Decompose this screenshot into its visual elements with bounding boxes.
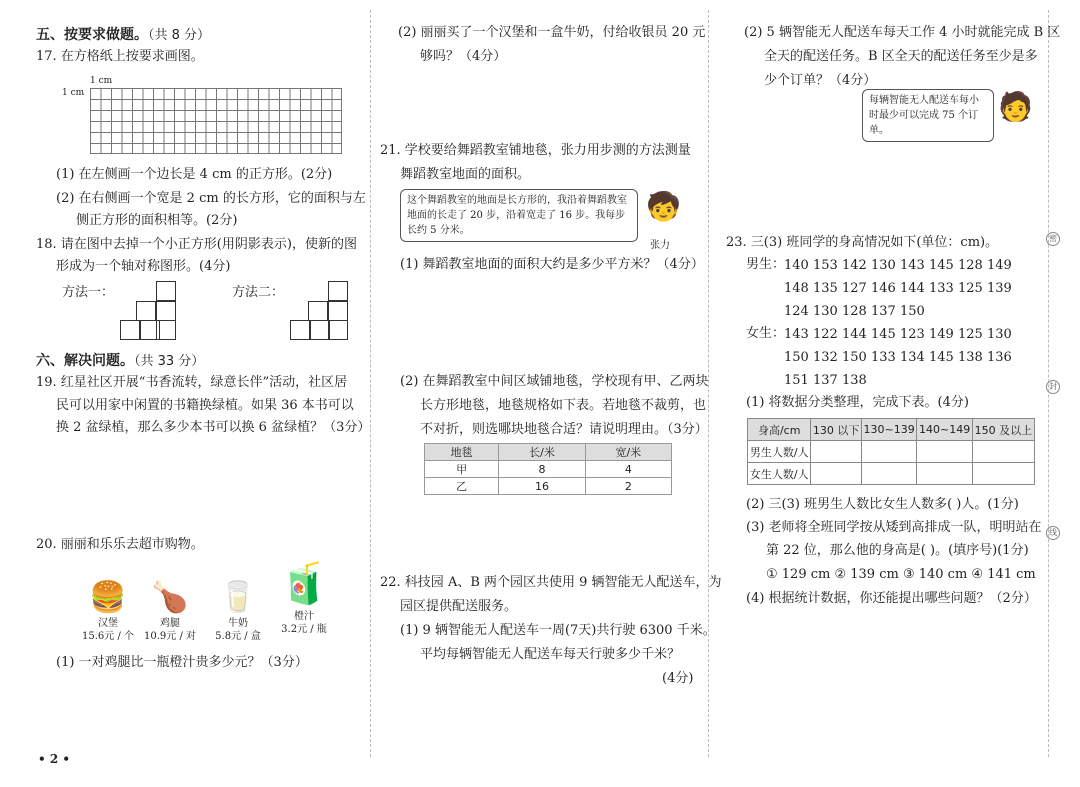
q21-2a: (2) 在舞蹈教室中间区域铺地毯，学校现有甲、乙两块 bbox=[400, 374, 709, 389]
boy-avatar-icon: 🧒 bbox=[646, 190, 681, 223]
q18-a: 18. 请在图中去掉一个小正方形(用阴影表示)，使新的图 bbox=[36, 237, 357, 252]
q22-1a: (1) 9 辆智能无人配送车一周(7天)共行驶 6300 千米。 bbox=[400, 623, 716, 638]
grid-unit-left: 1 cm bbox=[62, 88, 85, 98]
girls-label: 女生： bbox=[746, 326, 786, 341]
q20-2a: (2) 丽丽买了一个汉堡和一盒牛奶，付给收银员 20 元 bbox=[398, 25, 706, 40]
q22-2b: 全天的配送任务。B 区全天的配送任务至少是多 bbox=[764, 49, 1038, 64]
q19-c: 换 2 盆绿植，那么多少本书可以换 6 盆绿植？（3分） bbox=[56, 420, 371, 435]
height-table[interactable]: 身高/cm 130 以下 130~139 140~149 150 及以上 男生人数/人 女生人数/人 bbox=[747, 418, 1035, 485]
q23-3b: 第 22 位，那么他的身高是( )。(填序号)(1分) bbox=[766, 543, 1029, 558]
q18-b: 形成为一个轴对称图形。(4分) bbox=[56, 259, 231, 274]
q21-2c: 不对折，则选哪块地毯合适？请说明理由。（3分） bbox=[420, 422, 708, 437]
grid-unit-top: 1 cm bbox=[90, 76, 113, 86]
grid-paper[interactable] bbox=[90, 88, 342, 154]
girls-row-3: 151 137 138 bbox=[784, 373, 867, 388]
section-6-title: 六、解决问题。（共 33 分） bbox=[36, 353, 205, 369]
girls-row-2: 150 132 150 133 134 145 138 136 bbox=[784, 350, 1012, 365]
boys-row-2: 148 135 127 146 144 133 125 139 bbox=[784, 281, 1012, 296]
q23-3a: (3) 老师将全班同学按从矮到高排成一队，明明站在 bbox=[746, 520, 1042, 535]
item-chicken-leg: 🍗 鸡腿 10.9元 / 对 bbox=[140, 578, 200, 643]
carpet-table: 地毯 长/米 宽/米 甲 8 4 乙 16 2 bbox=[424, 443, 672, 495]
courier-avatar-icon: 🧑 bbox=[998, 90, 1033, 123]
milk-icon: 🥛 bbox=[219, 580, 257, 615]
q23-options: ① 129 cm ② 139 cm ③ 140 cm ④ 141 cm bbox=[766, 567, 1036, 582]
boys-row-1: 140 153 142 130 143 145 128 149 bbox=[784, 258, 1012, 273]
boys-label: 男生： bbox=[746, 257, 786, 272]
hamburger-icon: 🍔 bbox=[89, 580, 127, 615]
boys-row-3: 124 130 128 137 150 bbox=[784, 304, 925, 319]
item-hamburger: 🍔 汉堡 15.6元 / 个 bbox=[78, 578, 138, 643]
q17-2a: (2) 在右侧画一个宽是 2 cm 的长方形，它的面积与左 bbox=[56, 191, 366, 206]
q22-2c: 少个订单？（4分） bbox=[764, 73, 877, 88]
section-5-title: 五、按要求做题。（共 8 分） bbox=[36, 27, 211, 43]
q21-1: (1) 舞蹈教室地面的面积大约是多少平方米？（4分） bbox=[400, 257, 704, 272]
q19-a: 19. 红星社区开展“书香流转，绿意长伴”活动，社区居 bbox=[36, 375, 348, 390]
q17-1: (1) 在左侧画一个边长是 4 cm 的正方形。(2分) bbox=[56, 167, 333, 182]
page-number: • 2 • bbox=[38, 752, 71, 766]
q22-b: 园区提供配送服务。 bbox=[400, 599, 518, 614]
q22-2a: (2) 5 辆智能无人配送车每天工作 4 小时就能完成 B 区 bbox=[744, 25, 1061, 40]
q22-1-points: (4分) bbox=[662, 671, 694, 686]
seal-mark-1: 密 bbox=[1046, 232, 1060, 246]
q21-name: 张力 bbox=[650, 240, 670, 251]
juice-bottle-icon: 🧃 bbox=[279, 561, 329, 607]
column-divider-1 bbox=[370, 10, 371, 757]
chicken-leg-icon: 🍗 bbox=[151, 580, 189, 615]
q20-text: 20. 丽丽和乐乐去超市购物。 bbox=[36, 537, 204, 552]
q21-a: 21. 学校要给舞蹈教室铺地毯，张力用步测的方法测量 bbox=[380, 143, 691, 158]
q22-1b: 平均每辆智能无人配送车每天行驶多少千米？ bbox=[420, 647, 681, 662]
q21-b: 舞蹈教室地面的面积。 bbox=[400, 167, 531, 182]
q23-1: (1) 将数据分类整理，完成下表。(4分) bbox=[746, 395, 969, 410]
q22-speech-bubble: 每辆智能无人配送车每小时最少可以完成 75 个订单。 bbox=[862, 89, 994, 142]
method-1-label: 方法一： bbox=[62, 285, 115, 300]
q17-text: 17. 在方格纸上按要求画图。 bbox=[36, 49, 204, 64]
q22-a: 22. 科技园 A、B 两个园区共使用 9 辆智能无人配送车，为 bbox=[380, 575, 722, 590]
item-orange-juice: 🧃 橙汁 3.2元 / 瓶 bbox=[274, 558, 334, 636]
q23-text: 23. 三(3) 班同学的身高情况如下(单位：cm)。 bbox=[726, 235, 999, 250]
q21-2b: 长方形地毯，地毯规格如下表。若地毯不裁剪，也 bbox=[420, 398, 707, 413]
girls-row-1: 143 122 144 145 123 149 125 130 bbox=[784, 327, 1012, 342]
item-milk: 🥛 牛奶 5.8元 / 盒 bbox=[208, 578, 268, 643]
q23-4: (4) 根据统计数据，你还能提出哪些问题？（2分） bbox=[746, 591, 1037, 606]
q20-2b: 够吗？（4分） bbox=[420, 49, 507, 64]
q19-b: 民可以用家中闲置的书籍换绿植。如果 36 本书可以 bbox=[56, 398, 354, 413]
q21-speech-bubble: 这个舞蹈教室的地面是长方形的，我沿着舞蹈教室地面的长走了 20 步，沿着宽走了 16 步。我每步长约 5 分米。 bbox=[400, 189, 638, 242]
seal-mark-3: 线 bbox=[1046, 526, 1060, 540]
q20-1: (1) 一对鸡腿比一瓶橙汁贵多少元？（3分） bbox=[56, 655, 308, 670]
q17-2b: 侧正方形的面积相等。(2分) bbox=[76, 213, 238, 228]
q23-2: (2) 三(3) 班男生人数比女生人数多( )人。(1分) bbox=[746, 497, 1019, 512]
method-2-label: 方法二： bbox=[232, 285, 285, 300]
seal-mark-2: 封 bbox=[1046, 380, 1060, 394]
